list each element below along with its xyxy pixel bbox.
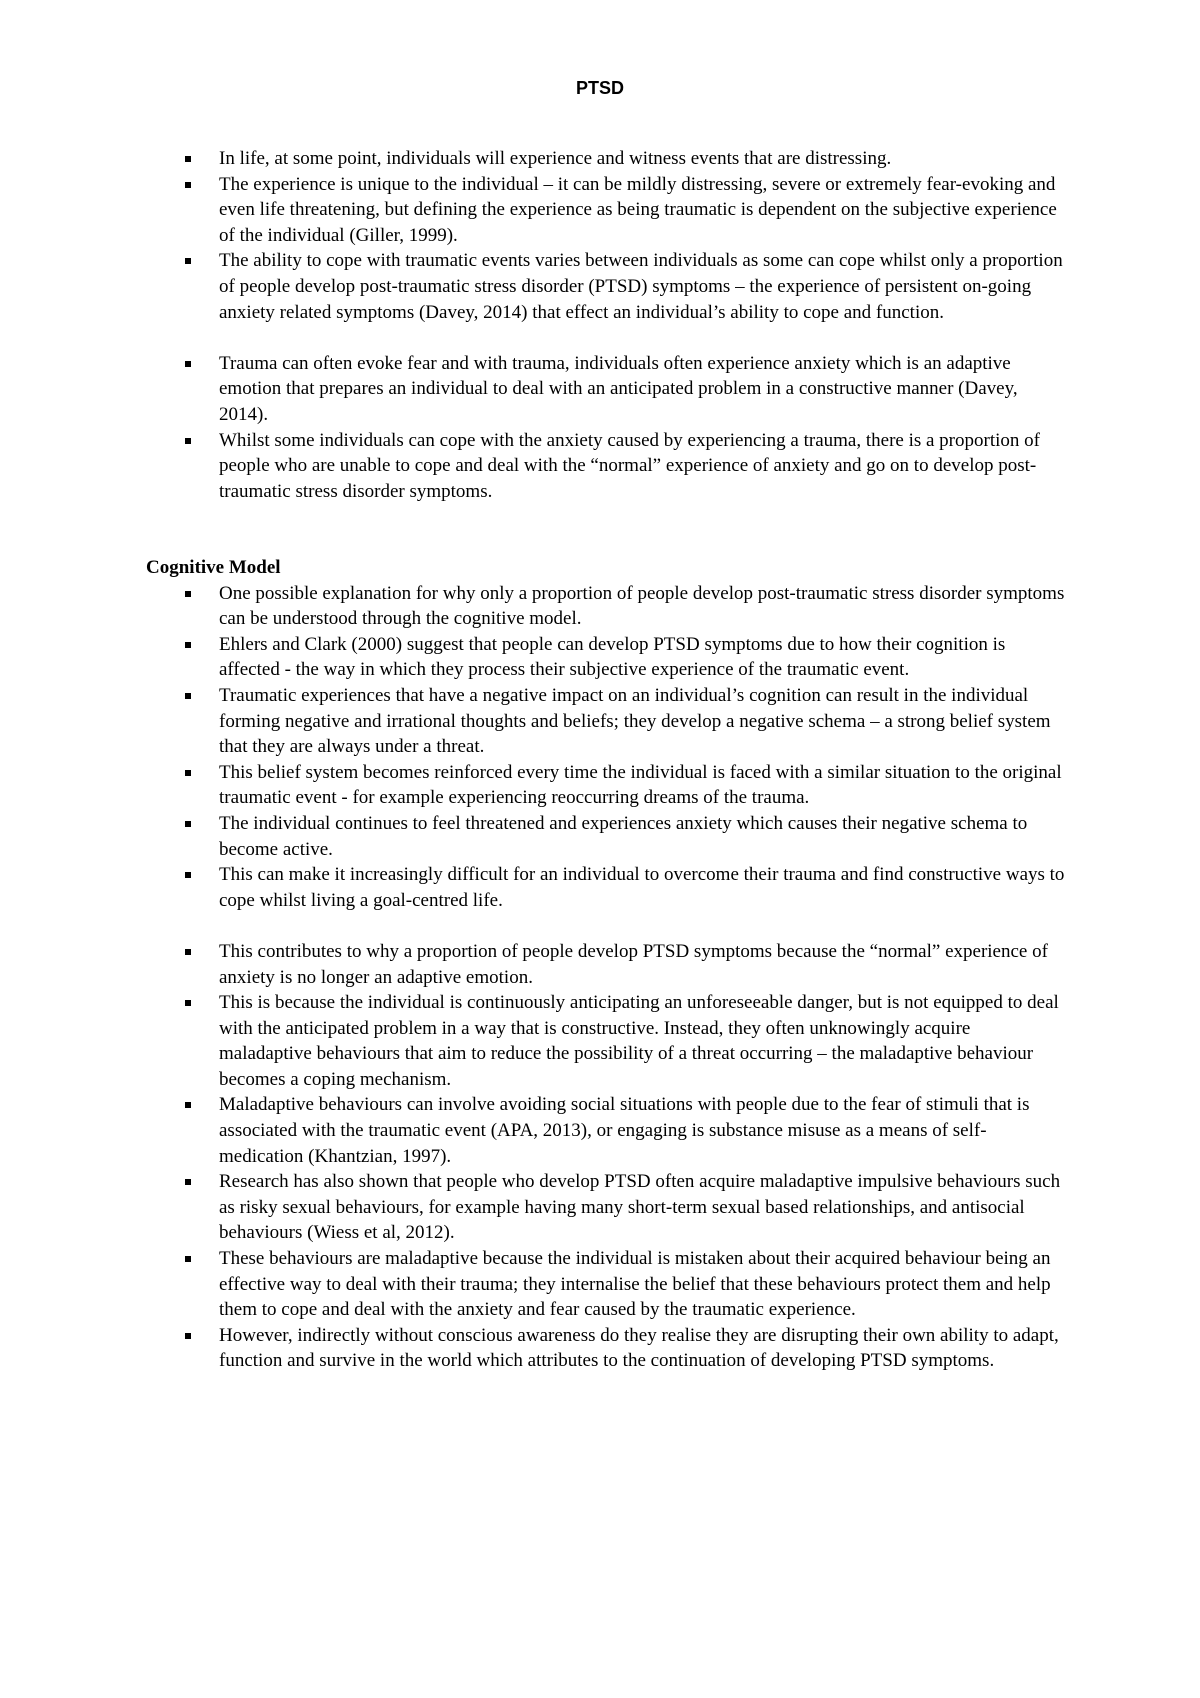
list-item (146, 760, 1066, 811)
bullet-text: This belief system becomes reinforced every time the individual is faced with a similar situation to the original traumatic event - for example experiencing reoccurring dreams of the trauma. (219, 761, 1062, 809)
list-item (146, 248, 1066, 325)
square-bullet-icon (185, 258, 191, 264)
square-bullet-icon (185, 1102, 191, 1108)
bullet-text: The individual continues to feel threatened and experiences anxiety which causes their negative schema to become active. (219, 812, 1028, 860)
bullet-text: Maladaptive behaviours can involve avoiding social situations with people due to the fear of stimuli that is associated with the traumatic event (APA, 2013), or engaging is substance misuse as a means of self-medication (Khantzian, 1997). (219, 1094, 1030, 1167)
bullet-text: One possible explanation for why only a proportion of people develop post-traumatic stress disorder symptoms can be understood through the cognitive model. (219, 582, 1065, 630)
list-item (146, 632, 1066, 683)
bullet-text: The experience is unique to the individual – it can be mildly distressing, severe or extremely fear-evoking and even life threatening, but defining the experience as being traumatic is dependent on the subjective experience of the individual (Giller, 1999). (219, 173, 1057, 246)
intro-section (146, 146, 1066, 504)
section-heading: Cognitive Model (146, 557, 281, 578)
square-bullet-icon (185, 1256, 191, 1262)
list-item (146, 811, 1066, 862)
square-bullet-icon (185, 1333, 191, 1339)
list-item (146, 1092, 1066, 1169)
list-item (146, 1169, 1066, 1246)
list-item (146, 172, 1066, 249)
bullet-text: Whilst some individuals can cope with the anxiety caused by experiencing a trauma, there is a proportion of people who are unable to cope and deal with the “normal” experience of anxiety and go on to develop post-traumatic stress disorder symptoms. (219, 429, 1040, 502)
square-bullet-icon (185, 872, 191, 878)
square-bullet-icon (185, 821, 191, 827)
bullet-text: These behaviours are maladaptive because the individual is mistaken about their acquired behaviour being an effective way to deal with their trauma; they internalise the belief that these behaviours protect them and help them to cope and deal with the anxiety and fear caused by the traumatic experience. (219, 1248, 1051, 1321)
square-bullet-icon (185, 693, 191, 699)
bullet-text: This contributes to why a proportion of people develop PTSD symptoms because the “normal” experience of anxiety is no longer an adaptive emotion. (219, 940, 1048, 988)
list-item (146, 146, 1066, 172)
square-bullet-icon (185, 642, 191, 648)
square-bullet-icon (185, 182, 191, 188)
list-item (146, 581, 1066, 632)
cognitive-model-section (146, 555, 1066, 1374)
cognitive-model-bullet-list (146, 581, 1066, 1374)
list-item (146, 1323, 1066, 1374)
bullet-text: Trauma can often evoke fear and with trauma, individuals often experience anxiety which is an adaptive emotion that prepares an individual to deal with an anticipated problem in a constructive manner (Davey, 2014). (219, 352, 1018, 425)
square-bullet-icon (185, 949, 191, 955)
square-bullet-icon (185, 1179, 191, 1185)
bullet-text: In life, at some point, individuals will experience and witness events that are distressing. (219, 148, 892, 169)
square-bullet-icon (185, 591, 191, 597)
bullet-text: However, indirectly without conscious awareness do they realise they are disrupting their own ability to adapt, function and survive in the world which attributes to the continuation of developing PTSD symptoms. (219, 1324, 1059, 1372)
square-bullet-icon (185, 361, 191, 367)
list-item (146, 428, 1066, 505)
bullet-text: This can make it increasingly difficult for an individual to overcome their trauma and find constructive ways to cope whilst living a goal-centred life. (219, 864, 1065, 911)
square-bullet-icon (185, 770, 191, 776)
intro-bullet-list (146, 146, 1066, 504)
bullet-text: Ehlers and Clark (2000) suggest that people can develop PTSD symptoms due to how their cognition is affected - the way in which they process their subjective experience of the traumatic event. (219, 633, 1006, 681)
square-bullet-icon (185, 438, 191, 444)
page-title: PTSD (575, 78, 624, 98)
bullet-text: This is because the individual is continuously anticipating an unforeseeable danger, but is not equipped to deal with the anticipated problem in a way that is constructive. Instead, they often unknowingly acquire maladaptive behaviours that aim to reduce the possibility of a threat occurring – the maladaptive behaviour becomes a coping mechanism. (219, 992, 1059, 1090)
bullet-text: Research has also shown that people who develop PTSD often acquire maladaptive impulsive behaviours such as risky sexual behaviours, for example having many short-term sexual based relationships, and antisocial behaviours (Wiess et al, 2012). (219, 1171, 1061, 1244)
bullet-text: Traumatic experiences that have a negative impact on an individual’s cognition can result in the individual forming negative and irrational thoughts and beliefs; they develop a negative schema – a strong belief system that they are always under a threat. (219, 684, 1051, 758)
bullet-text: The ability to cope with traumatic events varies between individuals as some can cope whilst only a proportion of people develop post-traumatic stress disorder (PTSD) symptoms – the experience of persistent on-going anxiety related symptoms (Davey, 2014) that effect an individual’s ability to cope and function. (219, 250, 1063, 323)
list-item (146, 683, 1066, 760)
square-bullet-icon (185, 1000, 191, 1006)
list-item (146, 1246, 1066, 1323)
list-item (146, 862, 1066, 913)
list-item (146, 939, 1066, 990)
list-item (146, 351, 1066, 428)
square-bullet-icon (185, 156, 191, 162)
list-item (146, 990, 1066, 1092)
